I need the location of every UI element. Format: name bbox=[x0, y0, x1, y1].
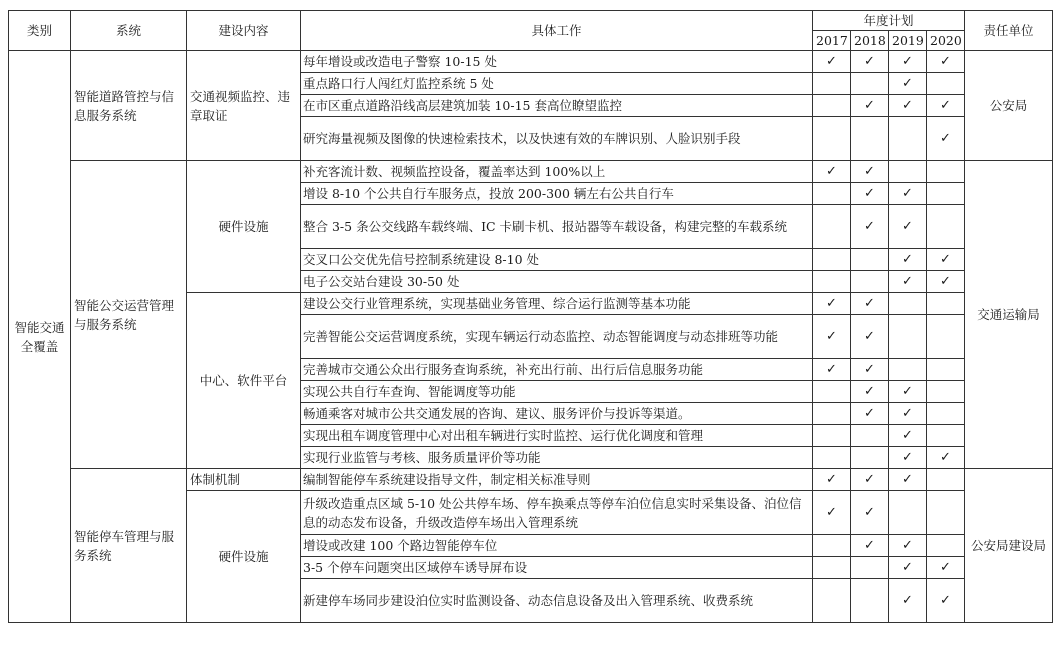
header-year-2019: 2019 bbox=[889, 31, 927, 51]
check-cell-2017 bbox=[813, 381, 851, 403]
check-cell-2020 bbox=[927, 205, 965, 249]
check-cell-2019 bbox=[889, 161, 927, 183]
check-mark-icon: ✓ bbox=[902, 538, 913, 553]
task-cell: 增设 8-10 个公共自行车服务点，投放 200-300 辆左右公共自行车 bbox=[301, 183, 813, 205]
check-mark-icon: ✓ bbox=[902, 252, 913, 267]
check-cell-2017 bbox=[813, 183, 851, 205]
check-cell-2019 bbox=[889, 469, 927, 491]
check-mark-icon: ✓ bbox=[902, 54, 913, 69]
check-cell-2020 bbox=[927, 315, 965, 359]
check-cell-2017 bbox=[813, 535, 851, 557]
check-cell-2020 bbox=[927, 469, 965, 491]
check-mark-icon: ✓ bbox=[940, 593, 951, 608]
check-mark-icon: ✓ bbox=[826, 329, 837, 344]
check-mark-icon: ✓ bbox=[940, 450, 951, 465]
check-cell-2020 bbox=[927, 359, 965, 381]
header-plan: 年度计划 bbox=[813, 11, 965, 31]
check-cell-2019 bbox=[889, 491, 927, 535]
check-cell-2019 bbox=[889, 579, 927, 623]
check-cell-2018 bbox=[851, 249, 889, 271]
header-unit: 责任单位 bbox=[965, 11, 1053, 51]
check-cell-2020 bbox=[927, 293, 965, 315]
check-cell-2017 bbox=[813, 73, 851, 95]
header-year-2017: 2017 bbox=[813, 31, 851, 51]
check-cell-2017 bbox=[813, 161, 851, 183]
check-mark-icon: ✓ bbox=[940, 560, 951, 575]
check-cell-2017 bbox=[813, 557, 851, 579]
header-year-2018: 2018 bbox=[851, 31, 889, 51]
check-mark-icon: ✓ bbox=[864, 406, 875, 421]
check-cell-2020 bbox=[927, 403, 965, 425]
check-cell-2019 bbox=[889, 183, 927, 205]
check-cell-2018 bbox=[851, 447, 889, 469]
check-cell-2017 bbox=[813, 359, 851, 381]
check-mark-icon: ✓ bbox=[864, 98, 875, 113]
system-bus: 智能公交运营管理与服务系统 bbox=[71, 161, 187, 469]
header-content: 建设内容 bbox=[187, 11, 301, 51]
check-mark-icon: ✓ bbox=[864, 538, 875, 553]
content-hardware-2: 硬件设施 bbox=[187, 491, 301, 623]
check-cell-2017 bbox=[813, 315, 851, 359]
check-cell-2018 bbox=[851, 579, 889, 623]
task-cell: 编制智能停车系统建设指导文件，制定相关标准导则 bbox=[301, 469, 813, 491]
check-cell-2018 bbox=[851, 381, 889, 403]
header-row-1 bbox=[9, 11, 1053, 31]
check-mark-icon: ✓ bbox=[902, 186, 913, 201]
table-row bbox=[9, 161, 1053, 183]
check-mark-icon: ✓ bbox=[940, 252, 951, 267]
check-cell-2020 bbox=[927, 117, 965, 161]
check-cell-2019 bbox=[889, 359, 927, 381]
content-video: 交通视频监控、违章取证 bbox=[187, 51, 301, 161]
check-cell-2020 bbox=[927, 535, 965, 557]
check-cell-2018 bbox=[851, 425, 889, 447]
check-cell-2019 bbox=[889, 381, 927, 403]
check-mark-icon: ✓ bbox=[864, 296, 875, 311]
check-mark-icon: ✓ bbox=[940, 54, 951, 69]
check-cell-2018 bbox=[851, 535, 889, 557]
task-cell: 重点路口行人闯红灯监控系统 5 处 bbox=[301, 73, 813, 95]
check-cell-2019 bbox=[889, 557, 927, 579]
check-mark-icon: ✓ bbox=[902, 593, 913, 608]
check-cell-2020 bbox=[927, 447, 965, 469]
task-cell: 实现出租车调度管理中心对出租车辆进行实时监控、运行优化调度和管理 bbox=[301, 425, 813, 447]
check-cell-2019 bbox=[889, 95, 927, 117]
unit-police-build: 公安局建设局 bbox=[965, 469, 1053, 623]
check-mark-icon: ✓ bbox=[902, 384, 913, 399]
check-cell-2017 bbox=[813, 117, 851, 161]
check-cell-2020 bbox=[927, 95, 965, 117]
check-cell-2019 bbox=[889, 249, 927, 271]
check-cell-2017 bbox=[813, 95, 851, 117]
check-mark-icon: ✓ bbox=[826, 54, 837, 69]
check-mark-icon: ✓ bbox=[902, 560, 913, 575]
header-year-2020: 2020 bbox=[927, 31, 965, 51]
task-cell: 交叉口公交优先信号控制系统建设 8-10 处 bbox=[301, 249, 813, 271]
unit-transport: 交通运输局 bbox=[965, 161, 1053, 469]
check-mark-icon: ✓ bbox=[826, 164, 837, 179]
check-mark-icon: ✓ bbox=[902, 219, 913, 234]
task-cell: 增设或改建 100 个路边智能停车位 bbox=[301, 535, 813, 557]
check-cell-2017 bbox=[813, 403, 851, 425]
check-cell-2019 bbox=[889, 403, 927, 425]
check-mark-icon: ✓ bbox=[864, 219, 875, 234]
check-cell-2019 bbox=[889, 535, 927, 557]
check-mark-icon: ✓ bbox=[902, 98, 913, 113]
check-mark-icon: ✓ bbox=[864, 505, 875, 520]
task-cell: 3-5 个停车问题突出区域停车诱导屏布设 bbox=[301, 557, 813, 579]
check-mark-icon: ✓ bbox=[826, 362, 837, 377]
check-cell-2020 bbox=[927, 161, 965, 183]
check-cell-2019 bbox=[889, 205, 927, 249]
check-mark-icon: ✓ bbox=[826, 505, 837, 520]
task-cell: 研究海量视频及图像的快速检索技术，以及快速有效的车牌识别、人脸识别手段 bbox=[301, 117, 813, 161]
check-cell-2020 bbox=[927, 425, 965, 447]
check-mark-icon: ✓ bbox=[902, 274, 913, 289]
table-row bbox=[9, 469, 1053, 491]
check-cell-2017 bbox=[813, 293, 851, 315]
system-road: 智能道路管控与信息服务系统 bbox=[71, 51, 187, 161]
system-parking: 智能停车管理与服务系统 bbox=[71, 469, 187, 623]
plan-table bbox=[8, 10, 1053, 623]
check-cell-2018 bbox=[851, 469, 889, 491]
check-cell-2019 bbox=[889, 447, 927, 469]
check-mark-icon: ✓ bbox=[940, 98, 951, 113]
check-cell-2019 bbox=[889, 425, 927, 447]
check-mark-icon: ✓ bbox=[864, 186, 875, 201]
task-cell: 升级改造重点区域 5-10 处公共停车场、停车换乘点等停车泊位信息实时采集设备、泊位信息的动态发布设备，升级改造停车场出入管理系统 bbox=[301, 491, 813, 535]
check-mark-icon: ✓ bbox=[864, 362, 875, 377]
check-cell-2017 bbox=[813, 249, 851, 271]
check-mark-icon: ✓ bbox=[902, 76, 913, 91]
task-cell: 每年增设或改造电子警察 10-15 处 bbox=[301, 51, 813, 73]
check-cell-2020 bbox=[927, 249, 965, 271]
task-cell: 建设公交行业管理系统，实现基础业务管理、综合运行监测等基本功能 bbox=[301, 293, 813, 315]
check-mark-icon: ✓ bbox=[902, 406, 913, 421]
check-mark-icon: ✓ bbox=[902, 428, 913, 443]
content-institution: 体制机制 bbox=[187, 469, 301, 491]
check-cell-2017 bbox=[813, 469, 851, 491]
check-cell-2018 bbox=[851, 315, 889, 359]
task-cell: 畅通乘客对城市公共交通发展的咨询、建议、服务评价与投诉等渠道。 bbox=[301, 403, 813, 425]
header-system: 系统 bbox=[71, 11, 187, 51]
check-mark-icon: ✓ bbox=[826, 472, 837, 487]
check-cell-2017 bbox=[813, 447, 851, 469]
check-mark-icon: ✓ bbox=[940, 274, 951, 289]
plan-table-container bbox=[8, 10, 1052, 623]
content-hardware: 硬件设施 bbox=[187, 161, 301, 293]
check-cell-2018 bbox=[851, 271, 889, 293]
task-cell: 实现行业监管与考核、服务质量评价等功能 bbox=[301, 447, 813, 469]
check-cell-2019 bbox=[889, 271, 927, 293]
check-mark-icon: ✓ bbox=[864, 472, 875, 487]
category-cell: 智能交通全覆盖 bbox=[9, 51, 71, 623]
check-cell-2018 bbox=[851, 205, 889, 249]
task-cell: 补充客流计数、视频监控设备，覆盖率达到 100%以上 bbox=[301, 161, 813, 183]
check-cell-2017 bbox=[813, 205, 851, 249]
check-cell-2018 bbox=[851, 183, 889, 205]
check-cell-2017 bbox=[813, 425, 851, 447]
check-cell-2018 bbox=[851, 293, 889, 315]
check-mark-icon: ✓ bbox=[902, 472, 913, 487]
check-cell-2020 bbox=[927, 51, 965, 73]
check-cell-2018 bbox=[851, 557, 889, 579]
check-cell-2019 bbox=[889, 315, 927, 359]
task-cell: 新建停车场同步建设泊位实时监测设备、动态信息设备及出入管理系统、收费系统 bbox=[301, 579, 813, 623]
header-category: 类别 bbox=[9, 11, 71, 51]
check-mark-icon: ✓ bbox=[864, 54, 875, 69]
check-cell-2019 bbox=[889, 73, 927, 95]
check-cell-2020 bbox=[927, 271, 965, 293]
check-cell-2018 bbox=[851, 117, 889, 161]
check-cell-2017 bbox=[813, 491, 851, 535]
check-cell-2020 bbox=[927, 183, 965, 205]
check-cell-2018 bbox=[851, 359, 889, 381]
check-cell-2017 bbox=[813, 51, 851, 73]
check-mark-icon: ✓ bbox=[864, 384, 875, 399]
check-cell-2017 bbox=[813, 579, 851, 623]
check-mark-icon: ✓ bbox=[902, 450, 913, 465]
table-row bbox=[9, 51, 1053, 73]
check-cell-2020 bbox=[927, 579, 965, 623]
check-mark-icon: ✓ bbox=[864, 164, 875, 179]
check-mark-icon: ✓ bbox=[864, 329, 875, 344]
check-mark-icon: ✓ bbox=[940, 131, 951, 146]
check-cell-2019 bbox=[889, 293, 927, 315]
check-cell-2019 bbox=[889, 51, 927, 73]
check-cell-2020 bbox=[927, 73, 965, 95]
check-cell-2018 bbox=[851, 403, 889, 425]
content-software: 中心、软件平台 bbox=[187, 293, 301, 469]
check-cell-2018 bbox=[851, 161, 889, 183]
check-cell-2020 bbox=[927, 381, 965, 403]
check-cell-2017 bbox=[813, 271, 851, 293]
task-cell: 实现公共自行车查询、智能调度等功能 bbox=[301, 381, 813, 403]
check-cell-2018 bbox=[851, 491, 889, 535]
task-cell: 电子公交站台建设 30-50 处 bbox=[301, 271, 813, 293]
check-cell-2020 bbox=[927, 557, 965, 579]
check-cell-2019 bbox=[889, 117, 927, 161]
task-cell: 完善城市交通公众出行服务查询系统，补充出行前、出行后信息服务功能 bbox=[301, 359, 813, 381]
check-cell-2018 bbox=[851, 51, 889, 73]
check-cell-2018 bbox=[851, 73, 889, 95]
unit-police: 公安局 bbox=[965, 51, 1053, 161]
task-cell: 整合 3-5 条公交线路车载终端、IC 卡刷卡机、报站器等车载设备，构建完整的车载系统 bbox=[301, 205, 813, 249]
header-task: 具体工作 bbox=[301, 11, 813, 51]
check-cell-2018 bbox=[851, 95, 889, 117]
task-cell: 在市区重点道路沿线高层建筑加装 10-15 套高位瞭望监控 bbox=[301, 95, 813, 117]
check-mark-icon: ✓ bbox=[826, 296, 837, 311]
check-cell-2020 bbox=[927, 491, 965, 535]
task-cell: 完善智能公交运营调度系统，实现车辆运行动态监控、动态智能调度与动态排班等功能 bbox=[301, 315, 813, 359]
